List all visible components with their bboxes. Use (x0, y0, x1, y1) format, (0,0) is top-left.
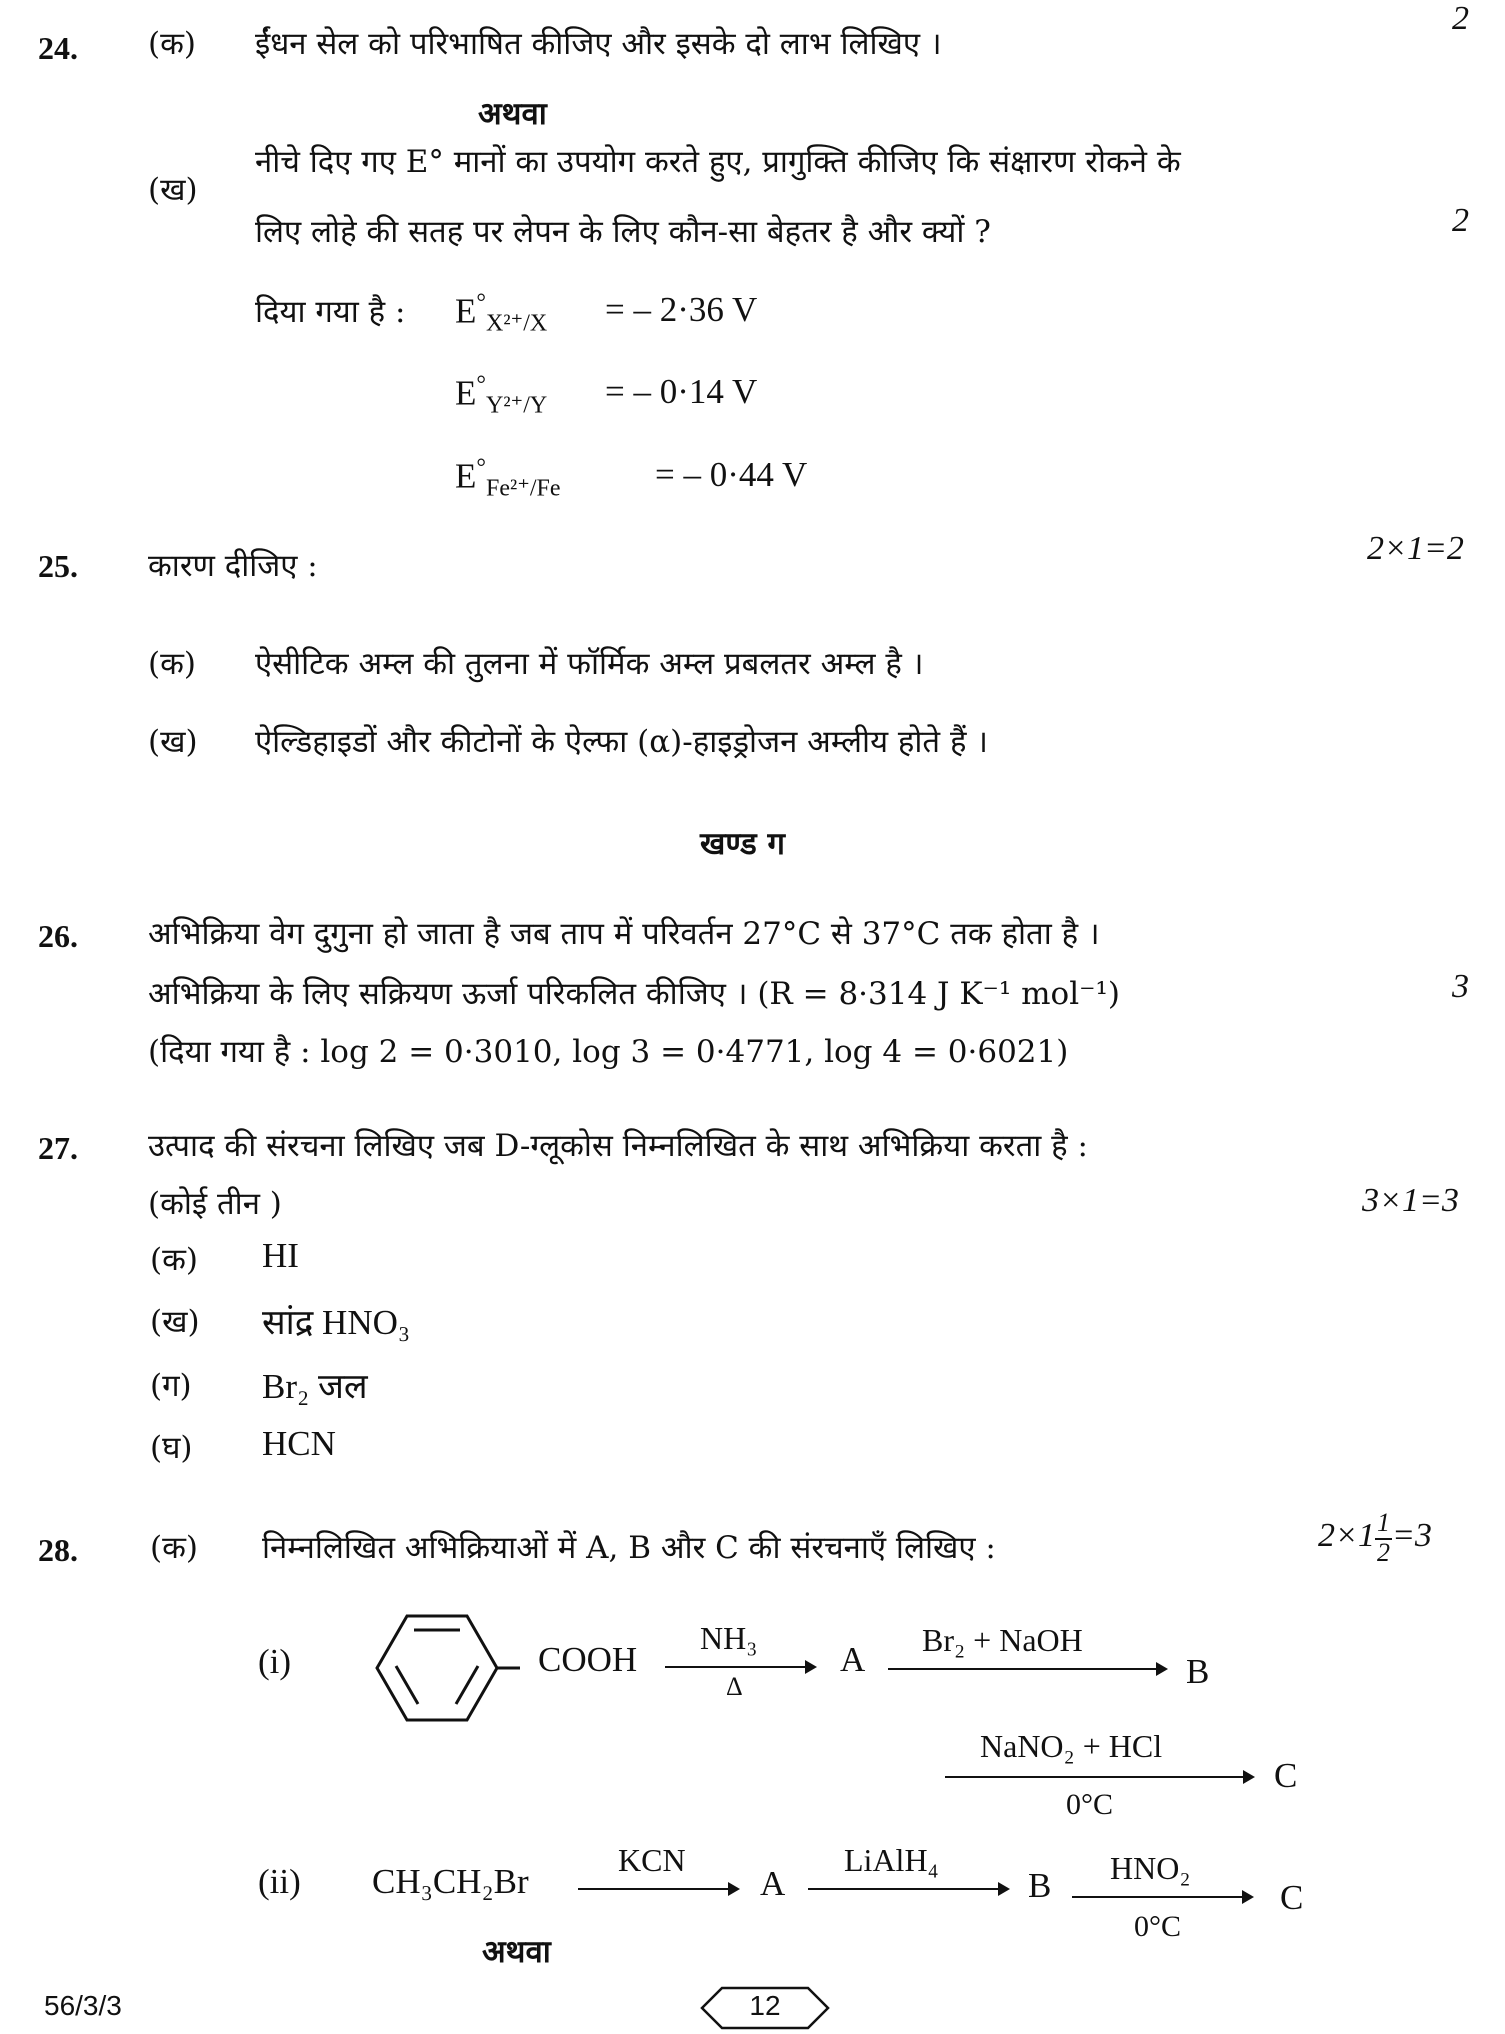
reaction-ii-reagent3: HNO₂ (1110, 1850, 1191, 1886)
reaction-arrow (945, 1776, 1253, 1778)
e1-expression: $E^\circ_{X^{2+}/X}$ (455, 290, 548, 337)
q24a-label: (क) (148, 26, 196, 62)
page-number (700, 1986, 830, 2030)
reaction-i-condition3: 0°C (1066, 1788, 1114, 1821)
q28a-text: निम्नलिखित अभिक्रियाओं में A, B और C की संरचनाएँ लिखिए : (262, 1530, 996, 1566)
q26-line2: अभिक्रिया के लिए सक्रियण ऊर्जा परिकलित कीजिए । (R = 8·314 J K⁻¹ mol⁻¹) (148, 976, 1120, 1012)
benzene-ring-icon (352, 1606, 522, 1730)
reaction-i-product-b: B (1186, 1652, 1210, 1691)
reaction-ii-reagent2: LiAlH₄ (844, 1842, 939, 1878)
q24-given: दिया गया है : (255, 294, 406, 330)
q24b-line2: लिए लोहे की सतह पर लेपन के लिए कौन-सा बेहतर है और क्यों ? (255, 214, 991, 250)
q24b-line1: नीचे दिए गए E° मानों का उपयोग करते हुए, प्रागुक्ति कीजिए कि संक्षारण रोकने के (255, 144, 1181, 180)
reaction-i-reagent1: NH₃ (700, 1620, 758, 1656)
reaction-i-reagent2: Br₂ + NaOH (922, 1622, 1083, 1658)
reaction-ii-product-a: A (760, 1864, 786, 1903)
q24-number: 24. (38, 30, 78, 66)
q26-line3: (दिया गया है : log 2 = 0·3010, log 3 = 0·4771, log 4 = 0·6021) (148, 1034, 1069, 1070)
reaction-i-label: (i) (258, 1642, 292, 1681)
reaction-arrow (578, 1888, 738, 1890)
q27-item-label: (क) (150, 1242, 198, 1278)
q25a-label: (क) (148, 646, 196, 682)
reaction-arrow (665, 1666, 815, 1668)
q27-item-label: (घ) (150, 1430, 193, 1466)
q25-marks: 2×1=2 (1367, 530, 1464, 567)
q26-marks: 3 (1452, 968, 1469, 1005)
e3-value: = – 0·44 V (655, 455, 808, 494)
q28-marks: 2×1 $\frac{1}{2}$ =3 (1318, 1508, 1432, 1567)
q27-item-label: (ख) (150, 1304, 200, 1340)
reaction-arrow (888, 1668, 1166, 1670)
q24b-marks: 2 (1452, 202, 1469, 239)
q27-marks: 3×1=3 (1362, 1182, 1459, 1219)
q25a-text: ऐसीटिक अम्ल की तुलना में फॉर्मिक अम्ल प्रबलतर अम्ल है । (255, 646, 924, 682)
reaction-i-product-a: A (840, 1640, 866, 1679)
reaction-ii-label: (ii) (258, 1862, 301, 1901)
reaction-ii-condition3: 0°C (1134, 1910, 1182, 1943)
q25-number: 25. (38, 548, 78, 584)
page-number-text: 12 (749, 1990, 781, 2021)
q27-line1: उत्पाद की संरचना लिखिए जब D-ग्लूकोस निम्नलिखित के साथ अभिक्रिया करता है : (148, 1128, 1088, 1164)
reaction-arrow (808, 1888, 1008, 1890)
q25b-text: ऐल्डिहाइडों और कीटोनों के ऐल्फा (α)-हाइड्रोजन अम्लीय होते हैं । (255, 724, 989, 760)
e2-expression: $E^\circ_{Y^{2+}/Y}$ (455, 372, 548, 419)
reaction-i-product-c: C (1274, 1756, 1298, 1795)
reaction-ii-reactant: CH₃CH₂Br (372, 1862, 529, 1901)
e3-expression: $E^\circ_{Fe^{2+}/Fe}$ (455, 455, 561, 502)
q26-number: 26. (38, 918, 78, 954)
q28-or: अथवा (482, 1934, 551, 1970)
q24-or: अथवा (478, 96, 547, 132)
reaction-ii-product-c: C (1280, 1878, 1304, 1917)
q24b-label: (ख) (148, 172, 198, 208)
q27-item-text: HCN (262, 1424, 336, 1463)
q27-number: 27. (38, 1130, 78, 1166)
q28-number: 28. (38, 1532, 78, 1568)
q27-item-text: HI (262, 1236, 299, 1275)
q24a-text: ईंधन सेल को परिभाषित कीजिए और इसके दो लाभ लिखिए । (255, 26, 942, 62)
reaction-ii-reagent1: KCN (618, 1842, 686, 1878)
q26-line1: अभिक्रिया वेग दुगुना हो जाता है जब ताप में परिवर्तन 27°C से 37°C तक होता है । (148, 916, 1100, 952)
e2-value: = – 0·14 V (605, 372, 758, 411)
reaction-arrow (1072, 1896, 1252, 1898)
reaction-i-reactant: COOH (538, 1640, 638, 1679)
q28a-label: (क) (150, 1530, 198, 1566)
half-fraction: $\frac{1}{2}$ (1376, 1508, 1390, 1567)
e1-value: = – 2·36 V (605, 290, 758, 329)
q25-text: कारण दीजिए : (148, 548, 318, 584)
q27-item-label: (ग) (150, 1368, 192, 1404)
section-heading: खण्ड ग (700, 826, 785, 862)
reaction-i-condition1: Δ (726, 1672, 743, 1701)
q25b-label: (ख) (148, 724, 198, 760)
reaction-ii-product-b: B (1028, 1866, 1052, 1905)
reaction-i-reagent3: NaNO₂ + HCl (980, 1728, 1163, 1764)
q27-line2: (कोई तीन ) (148, 1186, 282, 1222)
q27-item-text: सांद्र HNO₃ (262, 1303, 411, 1342)
q24a-marks: 2 (1452, 0, 1469, 37)
q27-item-text: Br₂ जल (262, 1367, 368, 1406)
paper-code: 56/3/3 (44, 1990, 122, 2021)
